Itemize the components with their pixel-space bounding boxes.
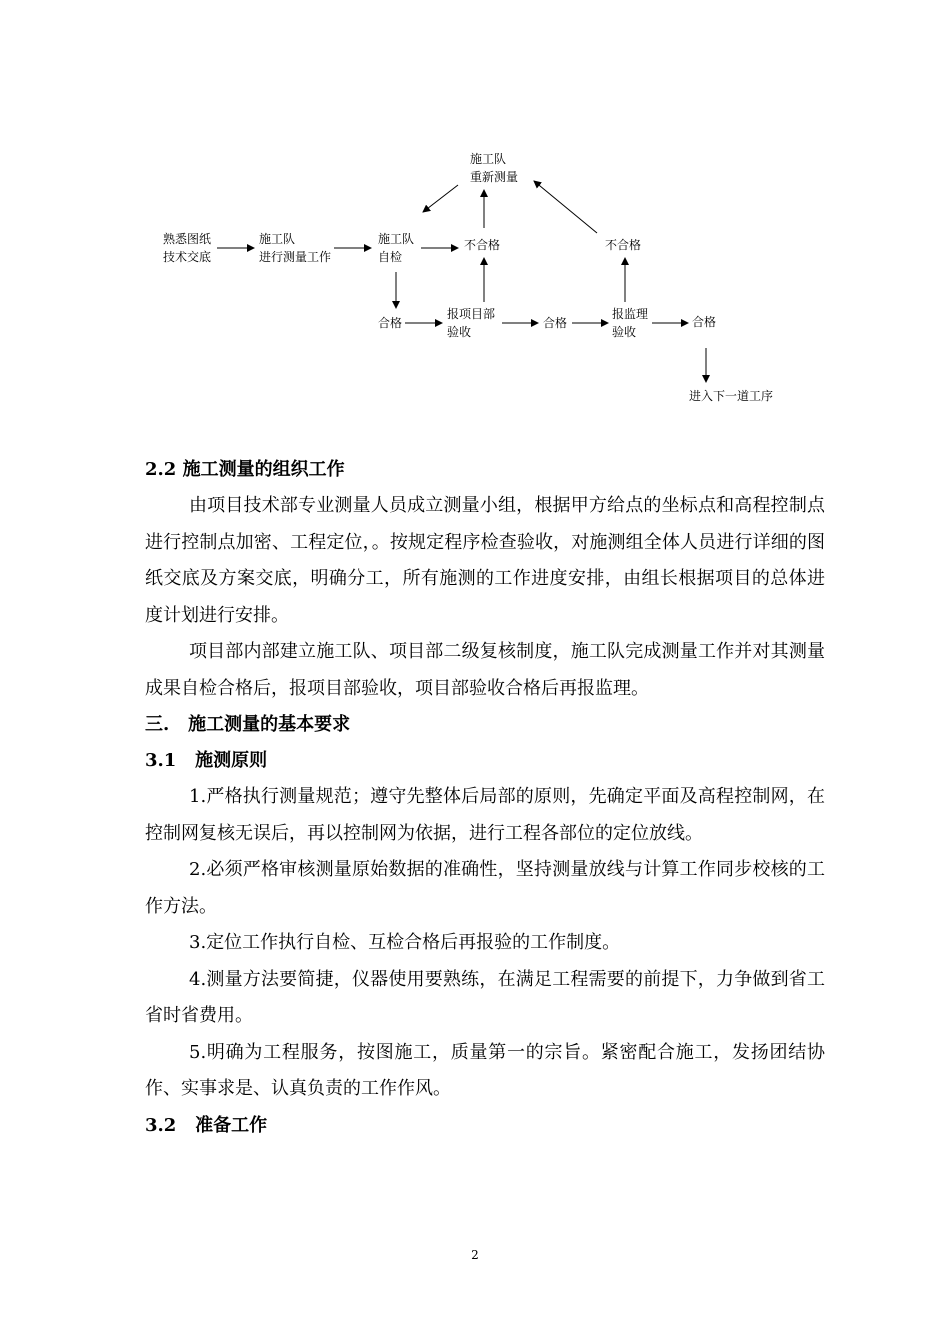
section-3-1-heading: 3.1 施测原则 — [145, 750, 268, 771]
section-2-2-paragraph-1: 由项目技术部专业测量人员成立测量小组，根据甲方给点的坐标点和高程控制点进行控制点加密、工程定位，。按规定程序检查验收，对施测组全体人员进行详细的图纸交底及方案交底，明确分工，所有施测的工作进度安排，由组长根据项目的总体进度计划进行安排。 — [145, 495, 825, 626]
section-3-2-heading: 3.2 准备工作 — [145, 1114, 268, 1136]
node-line: 自检 — [378, 250, 403, 264]
principle-item-1: 1.严格执行测量规范；遵守先整体后局部的原则，先确定平面及高程控制网，在控制网复核无误后，再以控制网为依据，进行工程各部位的定位放线。 — [145, 786, 825, 844]
node-fail-2: 不合格 — [605, 238, 642, 252]
node-line: 报项目部 — [447, 307, 496, 321]
node-self-check — [378, 230, 414, 266]
principle-item-2: 2.必须严格审核测量原始数据的准确性，坚持测量放线与计算工作同步校核的工作方法。 — [145, 859, 825, 917]
node-line: 施工队 — [378, 232, 415, 246]
node-line: 重新测量 — [470, 170, 519, 184]
principle-item-4: 4.测量方法要简捷，仪器使用要熟练，在满足工程需要的前提下，力争做到省工省时省费用。 — [145, 968, 825, 1026]
section-2-2-heading: 2.2 施工测量的组织工作 — [145, 459, 345, 480]
principle-item-5: 5.明确为工程服务，按图施工，质量第一的宗旨。紧密配合施工，发扬团结协作、实事求是、认真负责的工作作风。 — [145, 1041, 825, 1099]
node-familiarize-drawings — [163, 230, 211, 266]
node-line: 施工队 — [259, 232, 296, 246]
node-line: 施工队 — [470, 152, 507, 166]
node-report-project — [447, 305, 495, 341]
page-number: 2 — [471, 1248, 479, 1262]
node-line: 熟悉图纸 — [163, 232, 212, 246]
node-line: 报监理 — [612, 307, 649, 321]
flowchart-arrows — [0, 0, 950, 420]
node-pass-1: 合格 — [378, 316, 403, 330]
node-pass-2: 合格 — [543, 316, 568, 330]
section-3-heading: 三. 施工测量的基本要求 — [145, 714, 351, 735]
node-line: 进行测量工作 — [259, 250, 332, 264]
node-line: 验收 — [447, 325, 472, 339]
node-line: 验收 — [612, 325, 637, 339]
measurement-flowchart — [0, 0, 950, 420]
node-pass-3: 合格 — [692, 315, 717, 329]
node-team-measure — [259, 230, 331, 266]
document-body — [145, 452, 825, 1144]
principle-item-3: 3.定位工作执行自检、互检合格后再报验的工作制度。 — [189, 932, 621, 953]
section-2-2-paragraph-2: 项目部内部建立施工队、项目部二级复核制度，施工队完成测量工作并对其测量成果自检合格后，报项目部验收，项目部验收合格后再报监理。 — [145, 641, 825, 699]
node-remeasure — [470, 150, 518, 186]
node-fail-1: 不合格 — [464, 238, 501, 252]
arrow-fail-to-remeasure-2 — [534, 181, 597, 233]
node-next-process: 进入下一道工序 — [689, 389, 774, 403]
arrow-remeasure-to-selfcheck — [423, 185, 458, 212]
node-report-supervisor — [612, 305, 648, 341]
node-line: 技术交底 — [163, 250, 212, 264]
